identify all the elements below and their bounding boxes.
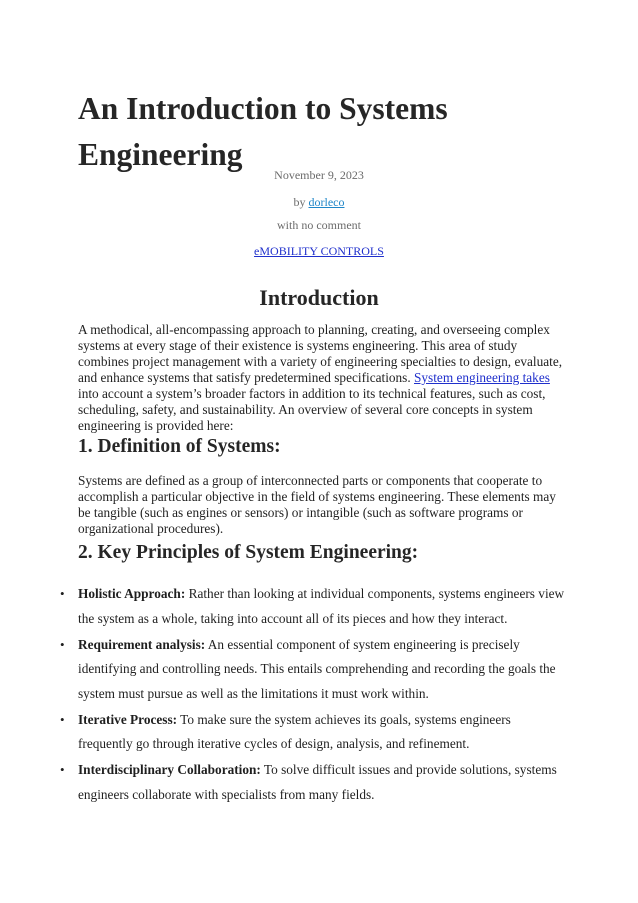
article-byline (0, 195, 638, 210)
list-item (58, 582, 568, 631)
item-text: To make sure the system achieves its goals, systems engineers frequently go through iterative cycles of design, analysis, and refinement. (78, 711, 511, 751)
section1-paragraph: Systems are defined as a group of interconnected parts or components that cooperate to accomplish a particular objective in the field of systems engineering. These elements may be tangible (such as engines or sensors) or intangible (such as software programs or organizational procedures). (78, 473, 556, 536)
list-item (58, 758, 568, 807)
article-date: November 9, 2023 (274, 168, 364, 182)
article-title: An Introduction to Systems Engineering (78, 91, 448, 172)
item-text: To solve difficult issues and provide solutions, systems engineers collaborate with specialists from many fields. (78, 762, 557, 802)
intro-text-before-link: A methodical, all-encompassing approach to planning, creating, and overseeing complex systems at every stage of their existence is systems engineering. This area of study combines project management with a variety of engineering specialties to design, evaluate, and enhance systems that satisfy predetermined specifications. (78, 322, 563, 385)
list-item (58, 708, 568, 757)
list-item (58, 633, 568, 707)
byline-prefix: by (293, 195, 309, 209)
item-term: Requirement analysis: (78, 636, 206, 652)
bullet-icon: • (60, 586, 65, 601)
comment-count: with no comment (277, 218, 361, 232)
bullet-icon: • (60, 636, 65, 652)
bullet-icon: • (60, 711, 65, 727)
system-engineering-link[interactable]: System engineering takes (414, 370, 550, 385)
item-text: An essential component of system engineering is precisely identifying and controlling needs. This entails comprehending and recording the goals the system must pursue as well as the limitations it must work within. (78, 636, 556, 701)
intro-heading: Introduction (259, 285, 379, 310)
item-text: Rather than looking at individual components, systems engineers view the system as a whole, taking into account all of its pieces and how they interact. (78, 586, 565, 626)
category-link[interactable]: eMOBILITY CONTROLS (254, 244, 384, 258)
author-link[interactable]: dorleco (308, 195, 345, 209)
intro-text-after-link: into account a system’s broader factors in addition to its technical features, such as cost, scheduling, safety, and sustainability. An overview of several core concepts in system engineering is provided here: (78, 386, 546, 433)
section1-heading: 1. Definition of Systems: (78, 436, 281, 457)
intro-paragraph (78, 322, 564, 434)
item-term: Interdisciplinary Collaboration: (78, 762, 261, 777)
bullet-icon: • (60, 762, 65, 777)
item-term: Iterative Process: (78, 711, 178, 727)
category (0, 244, 638, 259)
principles-list (58, 582, 568, 809)
section2-heading: 2. Key Principles of System Engineering: (78, 542, 419, 563)
item-term: Holistic Approach: (78, 586, 186, 601)
